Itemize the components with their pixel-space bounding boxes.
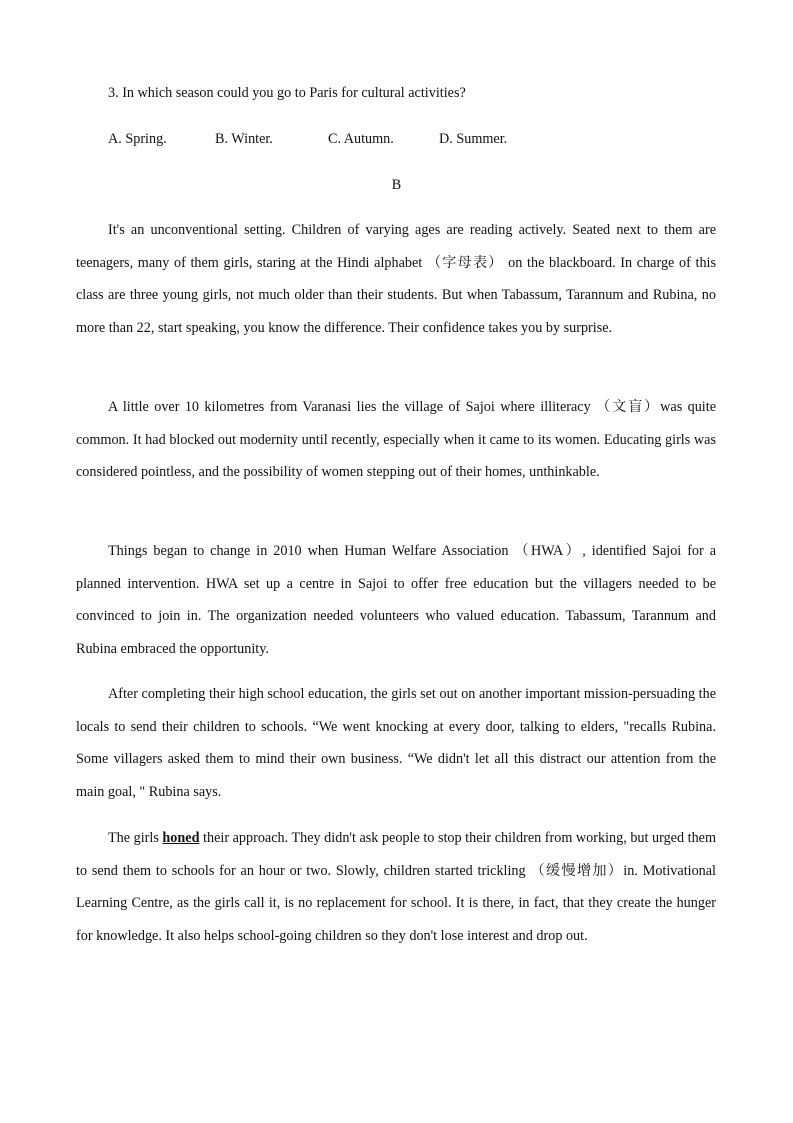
option-d: D. Summer. (439, 131, 508, 147)
option-b: B. Winter. (215, 131, 273, 147)
section-heading-b: B (391, 177, 402, 193)
paragraph-3: Things began to change in 2010 when Human Welfare Association （HWA）, identified Sajoi for a planned intervention. HWA set up a centre in Sajoi to offer free education but the villagers needed to be convinced to join in. The organization needed volunteers who valued education. Tabassum, Tarannum and Rubina embraced the opportunity. (76, 543, 716, 657)
paragraph-4: After completing their high school education, the girls set out on another important mission-persuading the locals to send their children to schools. “We went knocking at every door, talking to elders, "recalls Rubina. Some villagers asked them to mind their own business. “We didn't let all this distract our attention from the main goal, " Rubina says. (76, 686, 716, 800)
highlighted-word-honed: honed (162, 830, 200, 846)
option-c: C. Autumn. (328, 131, 394, 147)
paragraph-5-start: The girls (108, 830, 163, 846)
paragraph-1: It's an unconventional setting. Children of varying ages are reading actively. Seated next to them are teenagers, many of them girls, staring at the Hindi alphabet （字母表） on the blackboard. In charge of this class are three young girls, not much older than their students. But when Tabassum, Tarannum and Rubina, no more than 22, start speaking, you know the difference. Their confidence takes you by surprise. (76, 222, 716, 336)
question-3: 3. In which season could you go to Paris for cultural activities? (108, 85, 466, 101)
paragraph-2: A little over 10 kilometres from Varanasi lies the village of Sajoi where illiteracy （文盲）was quite common. It had blocked out modernity until recently, especially when it came to its women. Educating girls was considered pointless, and the possibility of women stepping out of their homes, unthinkable. (76, 399, 716, 481)
paragraph-5-rest: their approach. They didn't ask people to stop their children from working, but urged them to send them to schools for an hour or two. Slowly, children started trickling （缓慢增加）in. Motivational Learning Centre, as the girls call it, is no replacement for school. It is there, in fact, that they create the hunger for knowledge. It also helps school-going children so they don't lose interest and drop out. (76, 830, 716, 944)
paragraph-5 (76, 822, 716, 952)
option-a: A. Spring. (108, 131, 167, 147)
